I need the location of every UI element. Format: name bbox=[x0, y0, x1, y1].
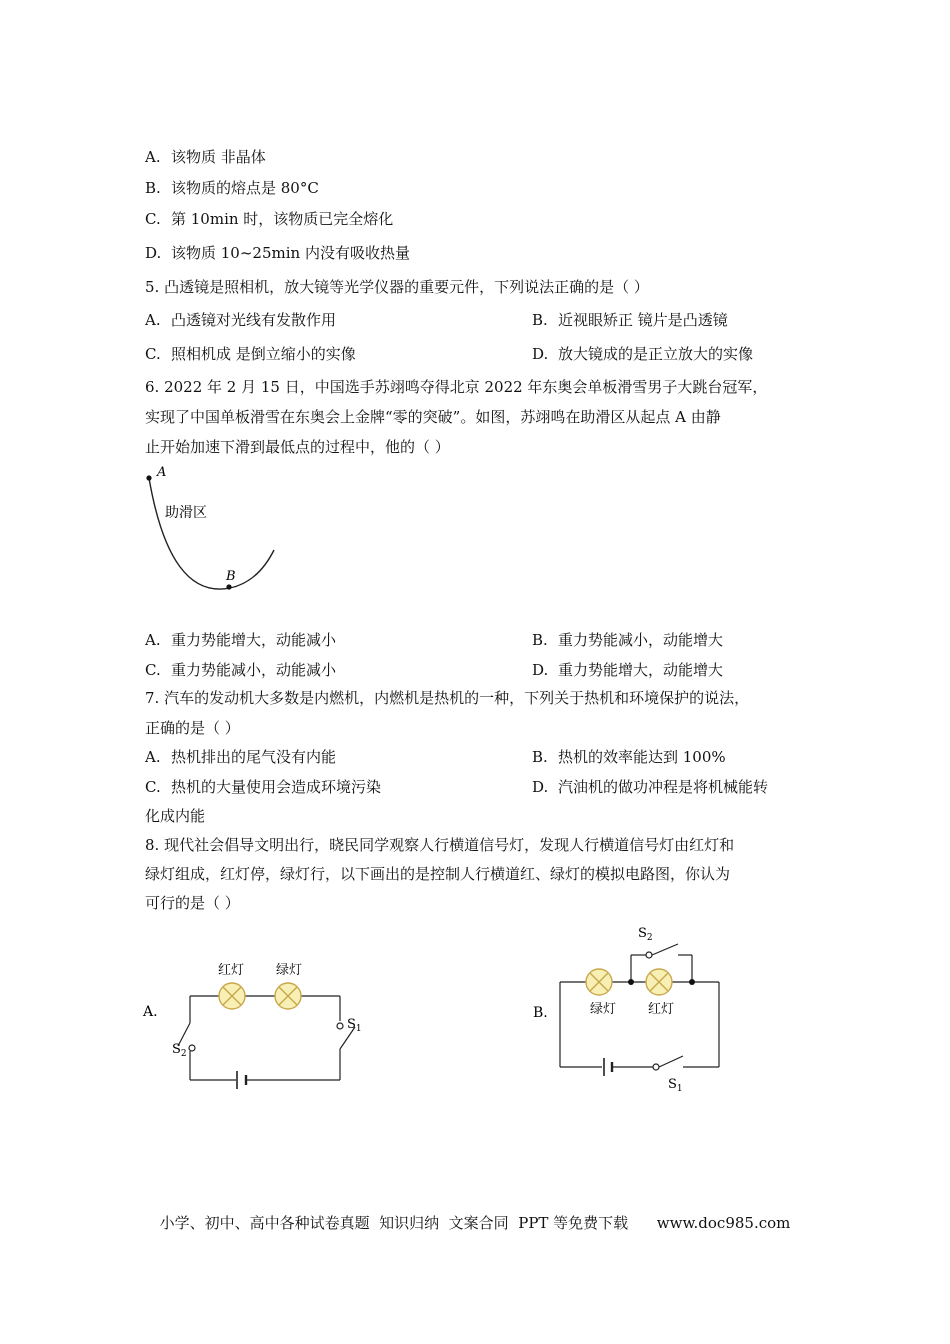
circuit-b-diagram bbox=[528, 915, 738, 1100]
q7-option-d: D. 汽油机的做功冲程是将机械能转 bbox=[532, 778, 769, 796]
circuit-b-s2-label: $S_2$ bbox=[638, 926, 653, 943]
q5-option-c: C. 照相机成 是倒立缩小的实像 bbox=[145, 345, 356, 363]
circuit-b-green-lamp bbox=[586, 969, 612, 995]
q7-option-b: B. 热机的效率能达到 100% bbox=[532, 748, 726, 766]
q6-option-a: A. 重力势能增大，动能减小 bbox=[145, 631, 337, 649]
q5-option-d: D. 放大镜成的是正立放大的实像 bbox=[532, 345, 754, 363]
q6-stem-line-3: 止开始加速下滑到最低点的过程中，他的（ ） bbox=[145, 438, 450, 456]
q6-stem-line-2: 实现了中国单板滑雪在东奥会上金牌“零的突破”。如图，苏翊鸣在助滑区从起点 A 由静 bbox=[145, 408, 721, 426]
q5-stem: 5. 凸透镜是照相机，放大镜等光学仪器的重要元件，下列说法正确的是（ ） bbox=[145, 278, 649, 296]
circuit-b-switch-s1 bbox=[653, 1056, 683, 1070]
circuit-a-diagram bbox=[140, 955, 380, 1095]
circuit-b-lamp2-label: 红灯 bbox=[648, 1002, 675, 1017]
circuit-b-lamp1-label: 绿灯 bbox=[590, 1002, 617, 1017]
q6-option-c: C. 重力势能减小，动能减小 bbox=[145, 661, 337, 679]
circuit-b-red-lamp bbox=[646, 969, 672, 995]
point-b-dot bbox=[226, 584, 231, 589]
slope-curve bbox=[149, 478, 274, 589]
point-a-dot bbox=[146, 475, 151, 480]
q5-option-a: A. 凸透镜对光线有发散作用 bbox=[145, 311, 337, 329]
q7-option-c: C. 热机的大量使用会造成环境污染 bbox=[145, 778, 382, 796]
q6-option-d: D. 重力势能增大，动能增大 bbox=[532, 661, 724, 679]
circuit-a-lamp1-label: 红灯 bbox=[218, 963, 245, 978]
circuit-b-label: B. bbox=[533, 1005, 548, 1021]
q7-stem-line-2: 正确的是（ ） bbox=[145, 719, 240, 737]
point-b-label: B bbox=[226, 569, 236, 584]
q4-option-a: A. 该物质 非晶体 bbox=[145, 148, 266, 166]
q8-stem-line-3: 可行的是（ ） bbox=[145, 894, 240, 912]
q4-option-c: C. 第 10min 时，该物质已完全熔化 bbox=[145, 210, 394, 228]
circuit-a-s2-label: $S_2$ bbox=[172, 1042, 187, 1059]
q8-stem-line-2: 绿灯组成，红灯停，绿灯行，以下画出的是控制人行横道红、绿灯的模拟电路图，你认为 bbox=[145, 865, 731, 883]
circuit-a-green-lamp bbox=[275, 983, 301, 1009]
circuit-a-label: A. bbox=[143, 1004, 158, 1020]
q6-stem-line-1: 6. 2022 年 2 月 15 日，中国选手苏翊鸣夺得北京 2022 年东奥会单板滑雪男子大跳台冠军， bbox=[145, 378, 768, 396]
q4-option-b: B. 该物质的熔点是 80°C bbox=[145, 179, 319, 197]
zone-label: 助滑区 bbox=[165, 505, 207, 521]
circuit-a-s1-label: $S_1$ bbox=[347, 1017, 362, 1034]
ski-slope-figure bbox=[140, 460, 290, 600]
q4-option-d: D. 该物质 10~25min 内没有吸收热量 bbox=[145, 244, 410, 262]
circuit-a-red-lamp bbox=[219, 983, 245, 1009]
circuit-b-junction-right bbox=[689, 979, 695, 985]
page-footer: 小学、初中、高中各种试卷真题 知识归纳 文案合同 PPT 等免费下载 www.doc985.com bbox=[159, 1214, 791, 1232]
q6-option-b: B. 重力势能减小，动能增大 bbox=[532, 631, 724, 649]
q7-option-d-continued: 化成内能 bbox=[145, 807, 206, 825]
q8-stem-line-1: 8. 现代社会倡导文明出行，晓民同学观察人行横道信号灯，发现人行横道信号灯由红灯和 bbox=[145, 836, 735, 854]
q5-option-b: B. 近视眼矫正 镜片是凸透镜 bbox=[532, 311, 728, 329]
circuit-a-lamp2-label: 绿灯 bbox=[276, 963, 303, 978]
circuit-b-s1-label: $S_1$ bbox=[668, 1077, 683, 1094]
circuit-b-junction-left bbox=[628, 979, 634, 985]
circuit-b-switch-s2 bbox=[646, 944, 678, 958]
point-a-label: A bbox=[157, 465, 167, 480]
q7-option-a: A. 热机排出的尾气没有内能 bbox=[145, 748, 337, 766]
q7-stem-line-1: 7. 汽车的发动机大多数是内燃机，内燃机是热机的一种，下列关于热机和环境保护的说法， bbox=[145, 689, 750, 707]
